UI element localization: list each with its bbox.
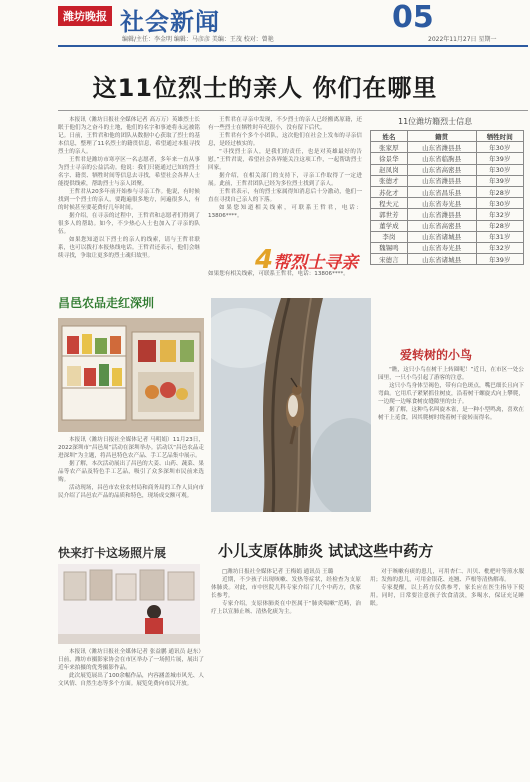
paragraph: “瞧，这只小鸟在树干上转圈呢！”近日，在市区一处公园里，一只小鸟引起了游客的注意。 xyxy=(378,367,524,381)
table-cell: 山东省高密县 xyxy=(407,220,476,231)
paragraph: 据了解，本次活动展出了昌邑的大姜、山药、蔬菜、果品等农产品及特色手工艺品，吸引了众多深圳市民前来选购。 xyxy=(58,461,204,483)
paragraph: 活动现场，昌邑市农业农村局和商务局的工作人员向市民介绍了昌邑农产品的品质和特色，现场成交额可观。 xyxy=(58,485,204,499)
exhibition-photo xyxy=(58,564,200,644)
lead-article-col2 xyxy=(208,116,362,240)
table-cell: 山东省寿光县 xyxy=(407,242,476,253)
headline-rule xyxy=(58,110,528,111)
table-row xyxy=(371,231,524,242)
table-cell: 年28岁 xyxy=(476,186,523,197)
paragraph: 据介绍，在相关部门的支持下，寻亲工作取得了一定进展。此前，王哲君团队已经为多位烈士找到了亲人。 xyxy=(208,173,362,187)
table-cell: 山东省潍县县 xyxy=(407,142,476,153)
treecreeper-photo xyxy=(211,298,371,512)
brand-logo: 潍坊晚报 xyxy=(58,6,112,26)
table-cell: 张德才 xyxy=(371,175,408,186)
lead-article-col1 xyxy=(58,116,200,288)
paragraph: 本报讯（潍坊日报社全媒体记者 马明娟）11月23日，2022深圳市“昌邑周”活动在深圳举办。活动以“昌邑农品走进深圳”为主题，将昌邑特色农产品、手工艺品集中展示。 xyxy=(58,437,204,459)
paragraph: 近期，不少孩子出现咳嗽、发热等症状，经检查为支原体肺炎。对此，市中医院儿科专家介绍了几个中药方，供家长参考。 xyxy=(211,577,361,599)
table-cell: 年28岁 xyxy=(476,220,523,231)
table-cell: 年39岁 xyxy=(476,175,523,186)
table-cell: 张家厚 xyxy=(371,142,408,153)
table-cell: 宋德言 xyxy=(371,254,408,265)
table-row xyxy=(371,209,524,220)
table-cell: 年31岁 xyxy=(476,231,523,242)
pneumonia-article-col2 xyxy=(370,568,524,780)
section-title: 社会新闻 xyxy=(120,7,220,36)
table-cell: 山东省诸城县 xyxy=(407,254,476,265)
table-cell: 山东省临朐县 xyxy=(407,153,476,164)
express-article xyxy=(58,648,204,780)
paragraph: 据了解，这种鸟名叫旋木雀，是一种小型鸣禽，喜欢在树干上觅食，因其爬树时绕着树干旋转而得名。 xyxy=(378,407,524,421)
issue-date: 2022年11月27日 星期一 xyxy=(428,36,497,43)
produce-display-illustration xyxy=(58,318,204,432)
paragraph: 此次展览展出了100余幅作品，内容涵盖城市风光、人文风情、自然生态等多个方面。展览免费向市民开放。 xyxy=(58,673,204,687)
bird-on-tree-illustration xyxy=(211,298,371,512)
page-headline: 这11位烈士的亲人 你们在哪里 xyxy=(92,74,438,102)
table-cell: 年32岁 xyxy=(476,242,523,253)
paragraph: 王哲君是潍坊市寒亭区一名志愿者，多年来一直从事为烈士寻亲的公益活动。他说：我们只能通过已知的烈士名字、籍贯、牺牲时间等信息去寻找，希望社会各界人士能提供线索，帮助烈士与亲人团聚。 xyxy=(58,157,200,187)
table-cell: 山东省潍县县 xyxy=(407,175,476,186)
table-row xyxy=(371,242,524,253)
editor-credits: 编辑/主任：李金明 编辑：马彦彦 美编：王茂 校对：曾艳 xyxy=(122,36,274,43)
table-cell: 年39岁 xyxy=(476,254,523,265)
contact-note: 如果您有相关线索，可联系王哲君，电话：13806****。 xyxy=(208,271,349,277)
changyi-headline: 昌邑农品走红深圳 xyxy=(58,296,155,310)
column-header: 籍贯 xyxy=(407,131,476,142)
table-cell: 年30岁 xyxy=(476,198,523,209)
table-row xyxy=(371,164,524,175)
table-cell: 年30岁 xyxy=(476,142,523,153)
table-cell: 李岗 xyxy=(371,231,408,242)
table-row xyxy=(371,198,524,209)
paragraph: 专家提醒，以上药方仅供参考，家长应在医生指导下使用。同时，日常要注意孩子饮食清淡，多喝水，保证充足睡眠。 xyxy=(370,585,524,607)
table-cell: 年30岁 xyxy=(476,164,523,175)
paragraph: 王哲君在寻亲中发现，不少烈士的亲人已经搬离原籍，还有一些烈士在牺牲时年纪很小，没有留下后代。 xyxy=(208,117,362,131)
table-cell: 赵凤岗 xyxy=(371,164,408,175)
table-cell: 山东省寿光县 xyxy=(407,198,476,209)
paragraph: 本报讯（潍坊日报社全媒体记者 高万万）英雄烈士长眠于他们为之奋斗的土地，他们的名字和事迹将永远被铭记。日前，王哲君和他的团队从数据中心获取了烈士的基本信息，整理了11名烈士的籍贯信息，希望通过本报寻找烈士的亲人。 xyxy=(58,117,200,155)
table-cell: 董学成 xyxy=(371,220,408,231)
table-cell: 年39岁 xyxy=(476,153,523,164)
paragraph: 本报讯（潍坊日报社全媒体记者 张益鹏 通讯员 赵东）日前，潍坊市摄影家协会在市区举办了一场照片展，展出了近年来拍摄的优秀摄影作品。 xyxy=(58,649,204,671)
paragraph: “寻找烈士亲人，是我们的责任，也是对英雄最好的告慰。”王哲君说，希望社会各界能关注这项工作，一起帮助烈士回家。 xyxy=(208,149,362,171)
masthead xyxy=(0,0,530,56)
paragraph: 专家介绍，支原体肺炎在中医属于“肺炎喘嗽”范畴，治疗上以宣肺止咳、清热化痰为主。 xyxy=(211,601,361,615)
page-number: 05 xyxy=(392,0,434,35)
table-cell: 年32岁 xyxy=(476,209,523,220)
paragraph: 王哲君从20多年前开始参与寻亲工作。他说，有时候找到一个烈士的亲人，要跑遍很多地方，问遍很多人，有的时候甚至要花费好几年时间。 xyxy=(58,189,200,211)
table-cell: 苏化才 xyxy=(371,186,408,197)
table-row xyxy=(371,186,524,197)
paragraph: 王哲君表示，有的烈士家属得知消息后十分激动，他们一直在寻找自己亲人的下落。 xyxy=(208,189,362,203)
pneumonia-headline: 小儿支原体肺炎 试试这些中药方 xyxy=(218,542,434,560)
bird-article xyxy=(378,366,524,532)
table-cell: 山东省高密县 xyxy=(407,164,476,175)
roster-caption: 11位潍坊籍烈士信息 xyxy=(398,117,473,126)
table-header-row xyxy=(371,131,524,142)
column-header: 牺牲时间 xyxy=(476,131,523,142)
paragraph: 对于咳嗽有痰的患儿，可用杏仁、川贝、枇杷叶等煎水服用；发热的患儿，可用金银花、连翘、芦根等清热解毒。 xyxy=(370,569,524,583)
paragraph: 如果您知道相关线索，可联系王哲君，电话：13806****。 xyxy=(208,205,362,219)
exhibition-illustration xyxy=(58,564,200,644)
pneumonia-article-col1 xyxy=(211,568,361,780)
changyi-article xyxy=(58,436,204,536)
paragraph: 据介绍，在寻亲的过程中，王哲君和志愿者们得到了很多人的帮助。如今，不少热心人士也加入了寻亲的队伍。 xyxy=(58,213,200,235)
table-cell: 徐景华 xyxy=(371,153,408,164)
table-cell: 山东省潍县县 xyxy=(407,209,476,220)
table-cell: 魏锡鸣 xyxy=(371,242,408,253)
table-row xyxy=(371,175,524,186)
masthead-rule xyxy=(58,45,528,47)
table-cell: 郭世芳 xyxy=(371,209,408,220)
promo-number: 4 xyxy=(255,245,274,275)
paragraph: 这只小鸟身体呈褐色，带有白色斑点，嘴巴细长且向下弯曲。它用爪子紧紧抓住树皮，沿着树干螺旋式向上攀爬，一边爬一边啄食树皮缝隙里的虫子。 xyxy=(378,383,524,405)
column-header: 姓名 xyxy=(371,131,408,142)
paragraph: □潍坊日报社全媒体记者 王梅娟 通讯员 王璐 xyxy=(222,569,334,575)
table-cell: 山东省昌乐县 xyxy=(407,186,476,197)
bird-headline: 爱转树的小鸟 xyxy=(400,348,473,362)
produce-display-photo xyxy=(58,318,204,432)
table-row xyxy=(371,254,524,265)
promo-text: 帮烈士寻亲 xyxy=(273,253,359,273)
express-headline: 快来打卡这场照片展 xyxy=(58,546,167,560)
table-cell: 山东省诸城县 xyxy=(407,231,476,242)
table-row xyxy=(371,220,524,231)
paragraph: 王哲君有个多个小团队，这次他们在社会上发布的寻亲信息，是经过核实的。 xyxy=(208,133,362,147)
table-row xyxy=(371,142,524,153)
table-cell: 程夫元 xyxy=(371,198,408,209)
table-row xyxy=(371,153,524,164)
paragraph: 如果您知道以下烈士的亲人的线索，请与王哲君联系，也可以拨打本报热线电话。王哲君还表示，他们会继续寻找，争取让更多的烈士魂归故里。 xyxy=(58,237,200,259)
martyr-roster-table xyxy=(370,130,524,265)
